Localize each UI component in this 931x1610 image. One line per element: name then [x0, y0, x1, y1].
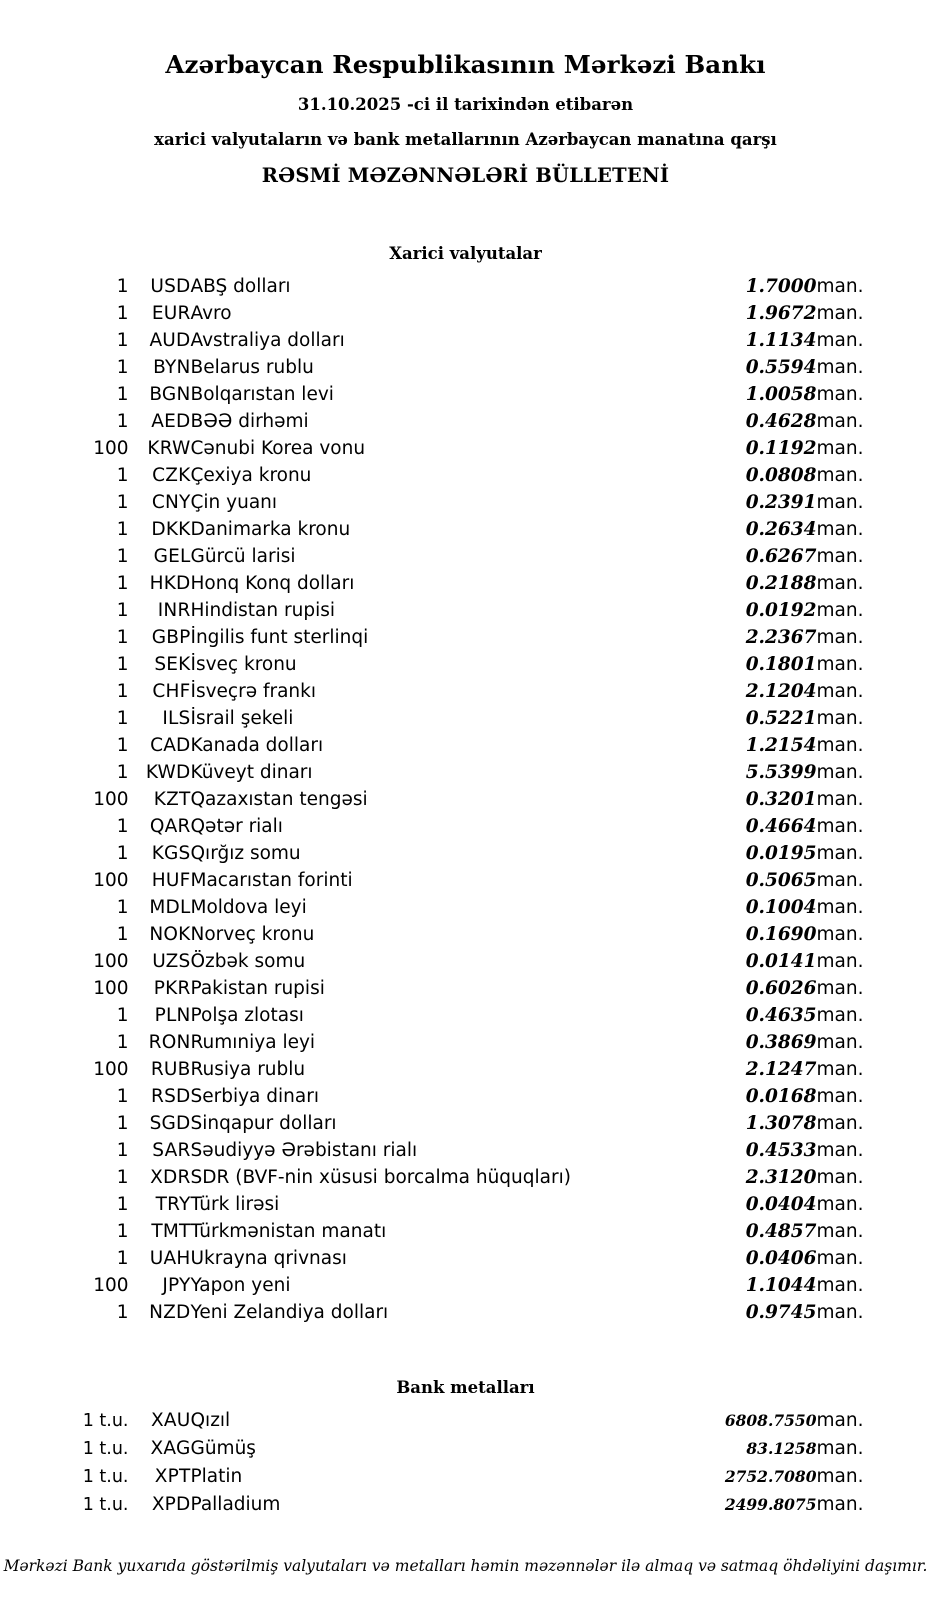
- row-rate: 0.4664: [745, 816, 817, 837]
- table-row: [61, 597, 871, 624]
- row-name: Pakistan rupisi: [190, 978, 325, 999]
- table-row: [61, 1463, 871, 1491]
- row-rate: 0.5594: [745, 357, 817, 378]
- row-unit-label: man.: [816, 1494, 864, 1515]
- row-unit-label: man.: [816, 762, 864, 783]
- table-row: [61, 759, 871, 786]
- row-rate: 0.3869: [745, 1032, 817, 1053]
- row-code: XAG: [150, 1438, 191, 1459]
- row-code: DKK: [151, 519, 191, 540]
- row-rate: 1.3078: [745, 1113, 817, 1134]
- row-name: Ukrayna qrivnası: [190, 1248, 347, 1269]
- row-name: Avstraliya dolları: [190, 330, 345, 351]
- row-name: İsveçrə frankı: [190, 681, 316, 702]
- table-row: [61, 732, 871, 759]
- row-units: 1: [116, 600, 129, 621]
- table-row: [61, 489, 871, 516]
- row-unit-label: man.: [816, 1275, 864, 1296]
- row-units: 1: [116, 303, 129, 324]
- table-row: [61, 1191, 871, 1218]
- table-row: [61, 705, 871, 732]
- table-row: [61, 570, 871, 597]
- row-units: 1: [116, 411, 129, 432]
- row-code: XAU: [151, 1410, 191, 1431]
- row-code: RSD: [151, 1086, 191, 1107]
- row-units: 1: [116, 1005, 129, 1026]
- table-row: [61, 1245, 871, 1272]
- row-name: Türkmənistan manatı: [190, 1221, 387, 1242]
- row-rate: 0.2188: [745, 573, 817, 594]
- table-row: [61, 1002, 871, 1029]
- row-code: USD: [150, 276, 191, 297]
- row-units: 1: [116, 924, 129, 945]
- metal-rates-table: [61, 1407, 871, 1519]
- row-unit-label: man.: [816, 924, 864, 945]
- row-rate: 2499.8075: [724, 1495, 817, 1514]
- row-code: SGD: [149, 1113, 191, 1134]
- table-row: [61, 1164, 871, 1191]
- row-unit-label: man.: [816, 303, 864, 324]
- row-units: 1: [116, 492, 129, 513]
- table-row: [61, 1110, 871, 1137]
- table-row: [61, 678, 871, 705]
- row-unit-label: man.: [816, 384, 864, 405]
- row-code: MDL: [149, 897, 191, 918]
- row-units: 1: [116, 465, 129, 486]
- row-rate: 2.1247: [745, 1059, 817, 1080]
- row-name: Avro: [190, 303, 232, 324]
- row-unit-label: man.: [816, 816, 864, 837]
- row-units: 100: [93, 789, 129, 810]
- row-rate: 0.0141: [745, 951, 817, 972]
- row-name: Belarus rublu: [190, 357, 314, 378]
- row-rate: 0.0168: [745, 1086, 817, 1107]
- row-units: 1: [116, 708, 129, 729]
- row-code: JPY: [162, 1275, 191, 1296]
- row-code: PLN: [154, 1005, 191, 1026]
- table-row: [61, 867, 871, 894]
- row-unit-label: man.: [816, 1410, 864, 1431]
- row-rate: 0.6267: [745, 546, 817, 567]
- row-rate: 1.1134: [745, 330, 817, 351]
- row-rate: 1.2154: [745, 735, 817, 756]
- row-name: Gürcü larisi: [190, 546, 296, 567]
- row-code: CHF: [152, 681, 191, 702]
- row-unit-label: man.: [816, 1059, 864, 1080]
- row-name: Kanada dolları: [190, 735, 324, 756]
- row-units: 1: [116, 1086, 129, 1107]
- table-row: [61, 840, 871, 867]
- row-unit-label: man.: [816, 438, 864, 459]
- row-name: Serbiya dinarı: [190, 1086, 319, 1107]
- row-rate: 0.3201: [745, 789, 817, 810]
- row-rate: 0.5065: [745, 870, 817, 891]
- row-units: 1: [116, 276, 129, 297]
- row-rate: 1.0058: [745, 384, 817, 405]
- row-units: 1: [116, 1302, 129, 1323]
- row-units: 100: [93, 438, 129, 459]
- row-code: RON: [148, 1032, 191, 1053]
- row-unit-label: man.: [816, 1005, 864, 1026]
- row-units: 1: [116, 519, 129, 540]
- row-units: 1 t.u.: [82, 1411, 129, 1431]
- table-row: [61, 921, 871, 948]
- table-row: [61, 381, 871, 408]
- row-units: 1 t.u.: [82, 1495, 129, 1515]
- row-rate: 1.7000: [745, 276, 817, 297]
- row-units: 1: [116, 735, 129, 756]
- table-row: [61, 543, 871, 570]
- row-unit-label: man.: [816, 897, 864, 918]
- row-name: Türk lirəsi: [190, 1194, 280, 1215]
- row-code: CZK: [152, 465, 191, 486]
- table-row: [61, 300, 871, 327]
- row-rate: 0.1192: [745, 438, 817, 459]
- row-rate: 0.4635: [745, 1005, 817, 1026]
- row-unit-label: man.: [816, 573, 864, 594]
- table-row: [61, 1272, 871, 1299]
- row-name: Çexiya kronu: [190, 465, 312, 486]
- table-row: [61, 1407, 871, 1435]
- row-units: 100: [93, 978, 129, 999]
- row-code: RUB: [150, 1059, 191, 1080]
- row-code: NZD: [149, 1302, 191, 1323]
- row-name: Qətər rialı: [190, 816, 283, 837]
- row-rate: 2752.7080: [724, 1467, 817, 1486]
- row-unit-label: man.: [816, 411, 864, 432]
- table-row: [61, 975, 871, 1002]
- row-unit-label: man.: [816, 1466, 864, 1487]
- row-units: 100: [93, 1275, 129, 1296]
- row-unit-label: man.: [816, 627, 864, 648]
- row-name: Özbək somu: [190, 951, 306, 972]
- row-units: 1: [116, 1032, 129, 1053]
- row-rate: 0.1690: [745, 924, 817, 945]
- row-units: 1 t.u.: [82, 1467, 129, 1487]
- row-name: Norveç kronu: [190, 924, 315, 945]
- row-unit-label: man.: [816, 951, 864, 972]
- row-code: HUF: [151, 870, 191, 891]
- row-unit-label: man.: [816, 519, 864, 540]
- row-units: 1: [116, 357, 129, 378]
- row-name: İngilis funt sterlinqi: [190, 627, 369, 648]
- row-units: 1: [116, 627, 129, 648]
- row-rate: 0.0404: [745, 1194, 817, 1215]
- row-unit-label: man.: [816, 492, 864, 513]
- row-code: UAH: [149, 1248, 191, 1269]
- table-row: [61, 462, 871, 489]
- row-name: Cənubi Korea vonu: [190, 438, 366, 459]
- row-code: UZS: [152, 951, 191, 972]
- row-rate: 0.4628: [745, 411, 817, 432]
- row-name: Palladium: [190, 1494, 281, 1515]
- row-code: GBP: [151, 627, 191, 648]
- page-title: Azərbaycan Respublikasının Mərkəzi Bankı: [165, 50, 766, 79]
- table-row: [61, 273, 871, 300]
- table-row: [61, 1491, 871, 1519]
- row-unit-label: man.: [816, 1302, 864, 1323]
- row-rate: 0.1004: [745, 897, 817, 918]
- row-unit-label: man.: [816, 1113, 864, 1134]
- row-unit-label: man.: [816, 1086, 864, 1107]
- row-unit-label: man.: [816, 1167, 864, 1188]
- row-unit-label: man.: [816, 789, 864, 810]
- row-rate: 0.0406: [745, 1248, 817, 1269]
- row-rate: 1.9672: [745, 303, 817, 324]
- row-unit-label: man.: [816, 735, 864, 756]
- table-row: [61, 1299, 871, 1326]
- row-units: 1: [116, 1113, 129, 1134]
- row-code: CNY: [151, 492, 191, 513]
- row-code: HKD: [149, 573, 191, 594]
- row-rate: 0.2634: [745, 519, 817, 540]
- row-name: Platin: [190, 1466, 243, 1487]
- row-unit-label: man.: [816, 1032, 864, 1053]
- row-rate: 0.0195: [745, 843, 817, 864]
- table-row: [61, 516, 871, 543]
- table-row: [61, 894, 871, 921]
- row-rate: 2.2367: [745, 627, 817, 648]
- row-unit-label: man.: [816, 1248, 864, 1269]
- row-name: Çin yuanı: [190, 492, 278, 513]
- row-rate: 0.9745: [745, 1302, 817, 1323]
- row-rate: 0.2391: [745, 492, 817, 513]
- row-code: TMT: [151, 1221, 191, 1242]
- currency-rates-table: [61, 273, 871, 1326]
- subject-line: xarici valyutaların və bank metallarının Azərbaycan manatına qarşı: [154, 130, 777, 149]
- table-row: [61, 813, 871, 840]
- row-name: Honq Konq dolları: [190, 573, 355, 594]
- table-row: [61, 786, 871, 813]
- row-name: Bolqarıstan levi: [190, 384, 334, 405]
- row-rate: 0.4533: [745, 1140, 817, 1161]
- row-code: EUR: [151, 303, 191, 324]
- document-header: [0, 0, 931, 187]
- row-unit-label: man.: [816, 681, 864, 702]
- row-unit-label: man.: [816, 330, 864, 351]
- row-code: AED: [151, 411, 191, 432]
- row-code: PKR: [153, 978, 191, 999]
- row-rate: 83.1258: [746, 1439, 817, 1458]
- row-unit-label: man.: [816, 465, 864, 486]
- row-rate: 2.1204: [745, 681, 817, 702]
- row-rate: 2.3120: [745, 1167, 817, 1188]
- row-unit-label: man.: [816, 600, 864, 621]
- row-units: 1: [116, 1140, 129, 1161]
- row-code: BYN: [153, 357, 191, 378]
- table-row: [61, 1083, 871, 1110]
- row-code: XDR: [150, 1167, 191, 1188]
- row-name: Yapon yeni: [190, 1275, 291, 1296]
- table-row: [61, 1029, 871, 1056]
- row-name: Hindistan rupisi: [190, 600, 335, 621]
- row-code: ILS: [162, 708, 191, 729]
- row-unit-label: man.: [816, 1194, 864, 1215]
- row-code: XPD: [151, 1494, 191, 1515]
- row-unit-label: man.: [816, 843, 864, 864]
- row-name: Gümüş: [190, 1438, 256, 1459]
- row-name: Macarıstan forinti: [190, 870, 353, 891]
- bulletin-title: RƏSMİ MƏZƏNNƏLƏRİ BÜLLETENİ: [261, 164, 670, 187]
- row-unit-label: man.: [816, 546, 864, 567]
- row-unit-label: man.: [816, 357, 864, 378]
- row-unit-label: man.: [816, 1438, 864, 1459]
- footer-note: Mərkəzi Bank yuxarıda göstərilmiş valyutaları və metalları həmin məzənnələr ilə almaq və satmaq öhdəliyini daşımır.: [3, 1557, 928, 1575]
- row-name: Polşa zlotası: [190, 1005, 304, 1026]
- row-units: 1: [116, 897, 129, 918]
- row-name: Sinqapur dolları: [190, 1113, 337, 1134]
- row-name: Rumıniya leyi: [190, 1032, 316, 1053]
- row-code: KRW: [147, 438, 191, 459]
- row-code: KZT: [153, 789, 191, 810]
- row-name: Danimarka kronu: [190, 519, 351, 540]
- row-code: QAR: [149, 816, 191, 837]
- section-title-currencies: Xarici valyutalar: [389, 244, 542, 263]
- row-rate: 0.5221: [745, 708, 817, 729]
- row-units: 1: [116, 681, 129, 702]
- row-units: 1: [116, 384, 129, 405]
- row-name: Küveyt dinarı: [190, 762, 313, 783]
- row-units: 1: [116, 843, 129, 864]
- row-code: NOK: [149, 924, 191, 945]
- row-units: 1: [116, 1248, 129, 1269]
- row-rate: 1.1044: [745, 1275, 817, 1296]
- row-name: İsrail şekeli: [190, 708, 294, 729]
- row-rate: 0.0192: [745, 600, 817, 621]
- table-row: [61, 624, 871, 651]
- row-name: Rusiya rublu: [190, 1059, 306, 1080]
- row-unit-label: man.: [816, 1221, 864, 1242]
- row-units: 1: [116, 573, 129, 594]
- table-row: [61, 1056, 871, 1083]
- row-units: 1: [116, 546, 129, 567]
- row-unit-label: man.: [816, 1140, 864, 1161]
- row-name: Səudiyyə Ərəbistanı rialı: [190, 1140, 418, 1161]
- row-rate: 0.1801: [745, 654, 817, 675]
- row-name: ABŞ dolları: [190, 276, 291, 297]
- table-row: [61, 354, 871, 381]
- row-units: 100: [93, 1059, 129, 1080]
- row-code: GEL: [153, 546, 191, 567]
- row-units: 1: [116, 654, 129, 675]
- row-units: 1: [116, 1221, 129, 1242]
- row-units: 1: [116, 1194, 129, 1215]
- row-unit-label: man.: [816, 708, 864, 729]
- row-units: 1: [116, 816, 129, 837]
- table-row: [61, 408, 871, 435]
- row-rate: 6808.7550: [724, 1411, 817, 1430]
- row-name: BƏƏ dirhəmi: [190, 411, 309, 432]
- row-unit-label: man.: [816, 978, 864, 999]
- row-code: CAD: [150, 735, 191, 756]
- row-name: İsveç kronu: [190, 654, 297, 675]
- row-name: Qazaxıstan tengəsi: [190, 789, 368, 810]
- table-row: [61, 1137, 871, 1164]
- table-row: [61, 1435, 871, 1463]
- row-units: 1: [116, 1167, 129, 1188]
- row-code: BGN: [149, 384, 191, 405]
- table-row: [61, 327, 871, 354]
- row-code: KGS: [151, 843, 191, 864]
- table-row: [61, 651, 871, 678]
- currency-rows: [61, 273, 871, 1326]
- row-code: INR: [157, 600, 191, 621]
- row-unit-label: man.: [816, 276, 864, 297]
- row-units: 1: [116, 330, 129, 351]
- table-row: [61, 1218, 871, 1245]
- row-name: Qırğız somu: [190, 843, 301, 864]
- row-unit-label: man.: [816, 870, 864, 891]
- row-code: SEK: [154, 654, 191, 675]
- row-units: 100: [93, 951, 129, 972]
- row-name: SDR (BVF-nin xüsusi borcalma hüquqları): [190, 1167, 571, 1188]
- row-name: Qızıl: [190, 1410, 231, 1431]
- row-rate: 0.6026: [745, 978, 817, 999]
- table-row: [61, 948, 871, 975]
- row-code: SAR: [152, 1140, 191, 1161]
- row-units: 1: [116, 762, 129, 783]
- row-code: AUD: [149, 330, 191, 351]
- row-code: KWD: [145, 762, 191, 783]
- row-name: Moldova leyi: [190, 897, 307, 918]
- row-code: XPT: [154, 1466, 191, 1487]
- metal-rows: [61, 1407, 871, 1519]
- row-units: 100: [93, 870, 129, 891]
- row-rate: 0.4857: [745, 1221, 817, 1242]
- row-unit-label: man.: [816, 654, 864, 675]
- section-title-metals: Bank metalları: [396, 1378, 535, 1397]
- table-row: [61, 435, 871, 462]
- effective-date-line: 31.10.2025 -ci il tarixindən etibarən: [297, 95, 634, 114]
- row-rate: 0.0808: [745, 465, 817, 486]
- row-units: 1 t.u.: [82, 1439, 129, 1459]
- row-rate: 5.5399: [745, 762, 817, 783]
- row-name: Yeni Zelandiya dolları: [190, 1302, 389, 1323]
- row-code: TRY: [155, 1194, 191, 1215]
